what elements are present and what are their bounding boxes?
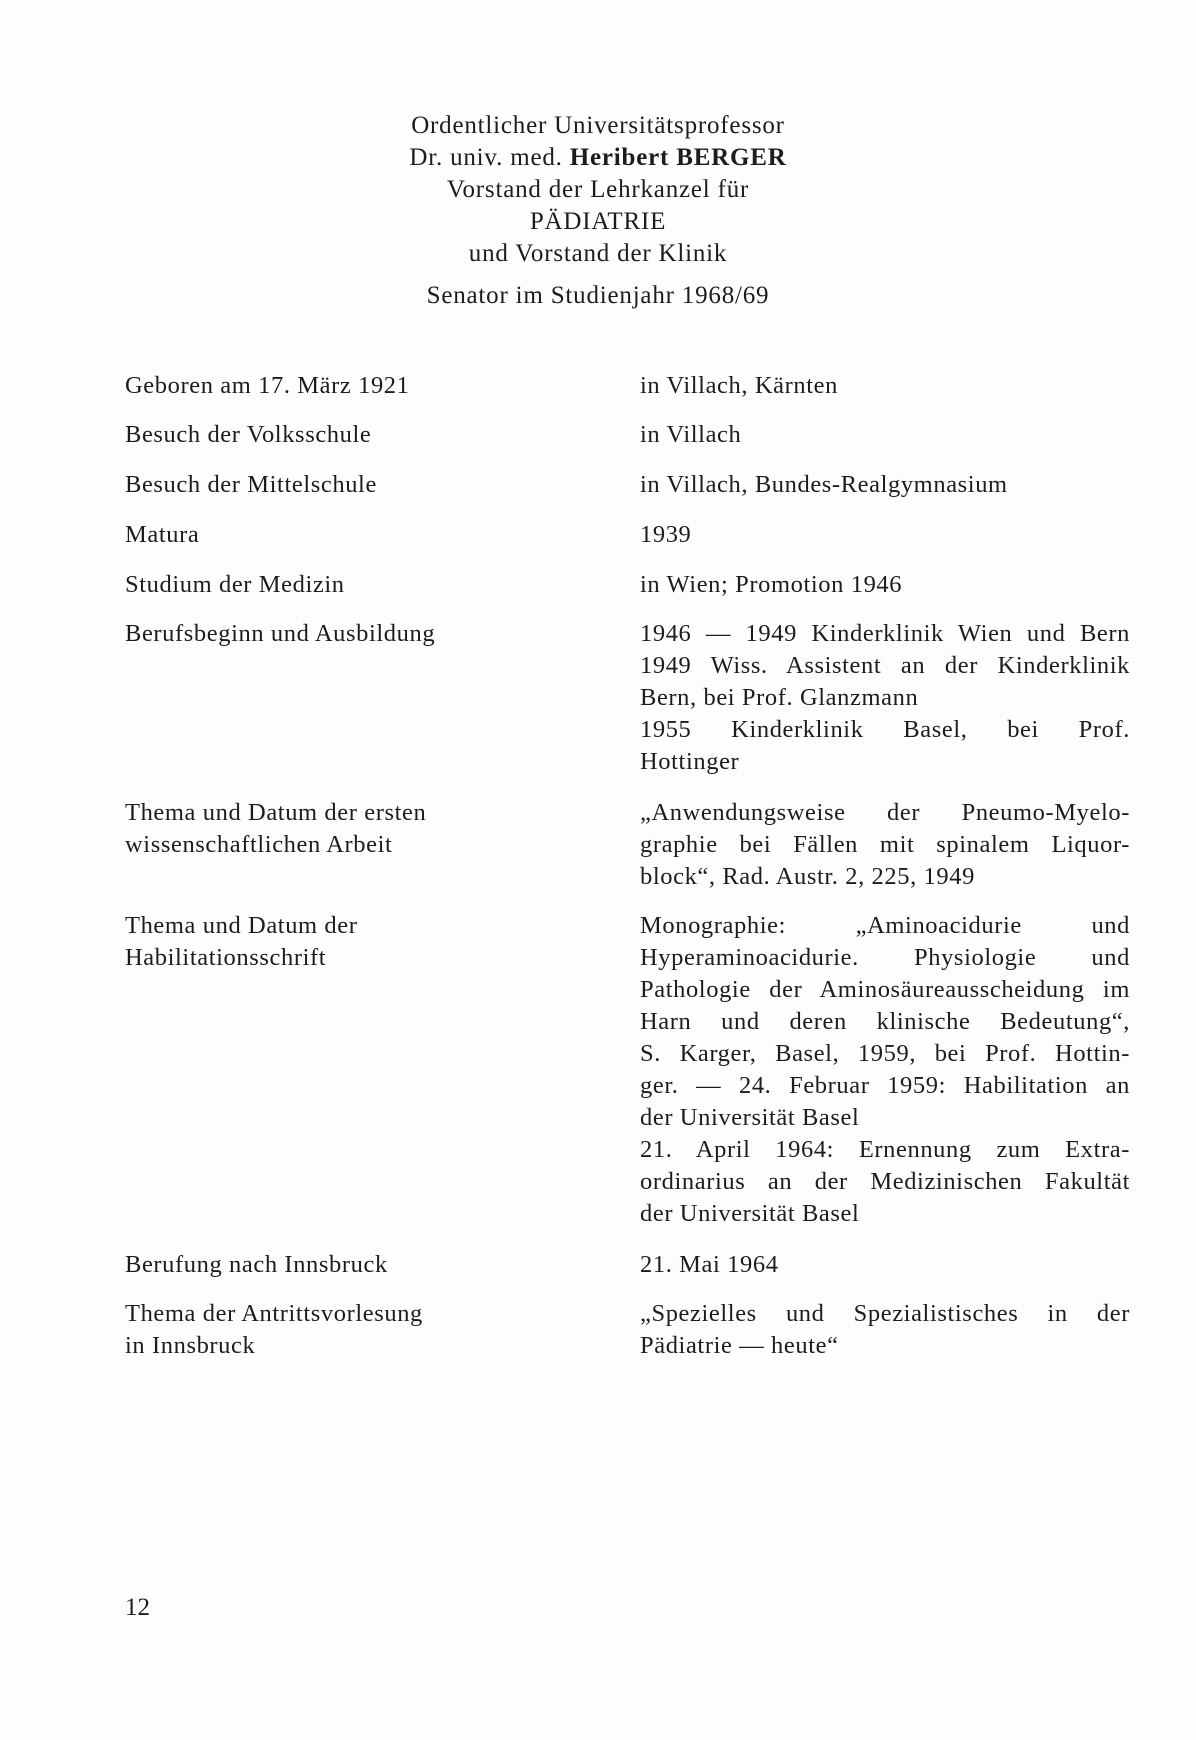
bio-value-line: ger. — 24. Februar 1959: Habilitation an <box>640 1072 1130 1099</box>
bio-label-line: Matura <box>125 521 200 548</box>
bio-value <box>640 1298 1130 1362</box>
bio-value-line: ordinarius an der Medizinischen Fakultät <box>640 1168 1130 1195</box>
bio-value-line: in Villach <box>640 421 742 448</box>
page-number: 12 <box>125 1594 150 1621</box>
bio-value-line: „Spezielles und Spezialistisches in der <box>640 1300 1130 1327</box>
bio-label <box>125 1298 485 1362</box>
bio-value-line: 21. April 1964: Ernennung zum Extra- <box>640 1136 1130 1163</box>
bio-value <box>640 1249 1130 1281</box>
bio-value <box>640 910 1130 1230</box>
bio-value <box>640 519 1130 551</box>
bio-label <box>125 469 485 501</box>
title-line: Ordentlicher Universitätsprofessor <box>411 112 785 139</box>
bio-label-line: Geboren am 17. März 1921 <box>125 372 410 399</box>
bio-value-line: S. Karger, Basel, 1959, bei Prof. Hottin- <box>640 1040 1130 1067</box>
senator-line: Senator im Studienjahr 1968/69 <box>426 282 770 309</box>
bio-label-line: Thema der Antrittsvorlesung <box>125 1300 423 1327</box>
bio-label-line: Besuch der Volksschule <box>125 421 372 448</box>
bio-value-line: block“, Rad. Austr. 2, 225, 1949 <box>640 863 975 890</box>
bio-label-line: Studium der Medizin <box>125 571 345 598</box>
bio-value <box>640 569 1130 601</box>
bio-value-line: in Villach, Kärnten <box>640 372 838 399</box>
bio-value-line: Harn und deren klinische Bedeutung“, <box>640 1008 1130 1035</box>
bio-label <box>125 569 485 601</box>
bio-value-line: 1949 Wiss. Assistent an der Kinderklinik <box>640 652 1130 679</box>
bio-value-line: der Universität Basel <box>640 1200 860 1227</box>
bio-label-line: Thema und Datum der ersten <box>125 799 427 826</box>
academic-degree: Dr. univ. med. <box>409 144 563 171</box>
bio-label-line: Thema und Datum der <box>125 912 358 939</box>
bio-value <box>640 419 1130 451</box>
bio-value-line: 1939 <box>640 521 692 548</box>
bio-value-line: Monographie: „Aminoacidurie und <box>640 912 1130 939</box>
bio-label <box>125 797 485 861</box>
page-header <box>0 110 1196 312</box>
bio-value <box>640 370 1130 402</box>
bio-value-line: 1955 Kinderklinik Basel, bei Prof. <box>640 716 1130 743</box>
bio-value-line: Bern, bei Prof. Glanzmann <box>640 684 919 711</box>
chair-line: Vorstand der Lehrkanzel für <box>446 176 750 203</box>
bio-label-line: Berufung nach Innsbruck <box>125 1251 388 1278</box>
bio-label-line: Besuch der Mittelschule <box>125 471 377 498</box>
bio-label-line: in Innsbruck <box>125 1332 256 1359</box>
bio-value-line: Hyperaminoacidurie. Physiologie und <box>640 944 1130 971</box>
bio-value <box>640 618 1130 778</box>
bio-label <box>125 1249 485 1281</box>
bio-label <box>125 519 485 551</box>
bio-value-line: „Anwendungsweise der Pneumo-Myelo- <box>640 799 1130 826</box>
bio-label <box>125 910 485 974</box>
department-line: PÄDIATRIE <box>529 208 667 235</box>
bio-value-line: in Wien; Promotion 1946 <box>640 571 903 598</box>
bio-value-line: 21. Mai 1964 <box>640 1251 779 1278</box>
bio-label <box>125 618 485 650</box>
bio-value-line: 1946 — 1949 Kinderklinik Wien und Bern <box>640 620 1130 647</box>
bio-value-line: Hottinger <box>640 748 740 775</box>
bio-value-line: in Villach, Bundes-Realgymnasium <box>640 471 1008 498</box>
bio-label-line: Berufsbeginn und Ausbildung <box>125 620 436 647</box>
name-line <box>0 142 1196 174</box>
bio-label <box>125 419 485 451</box>
bio-value-line: der Universität Basel <box>640 1104 860 1131</box>
bio-label-line: Habilitationsschrift <box>125 944 327 971</box>
bio-value <box>640 469 1130 501</box>
bio-value-line: Pädiatrie — heute“ <box>640 1332 839 1359</box>
bio-value-line: Pathologie der Aminosäureausscheidung im <box>640 976 1130 1003</box>
bio-label-line: wissenschaftlichen Arbeit <box>125 831 393 858</box>
bio-label <box>125 370 485 402</box>
bio-value <box>640 797 1130 893</box>
professor-name: Heribert BERGER <box>569 144 787 171</box>
bio-value-line: graphie bei Fällen mit spinalem Liquor- <box>640 831 1130 858</box>
clinic-line: und Vorstand der Klinik <box>468 240 728 267</box>
